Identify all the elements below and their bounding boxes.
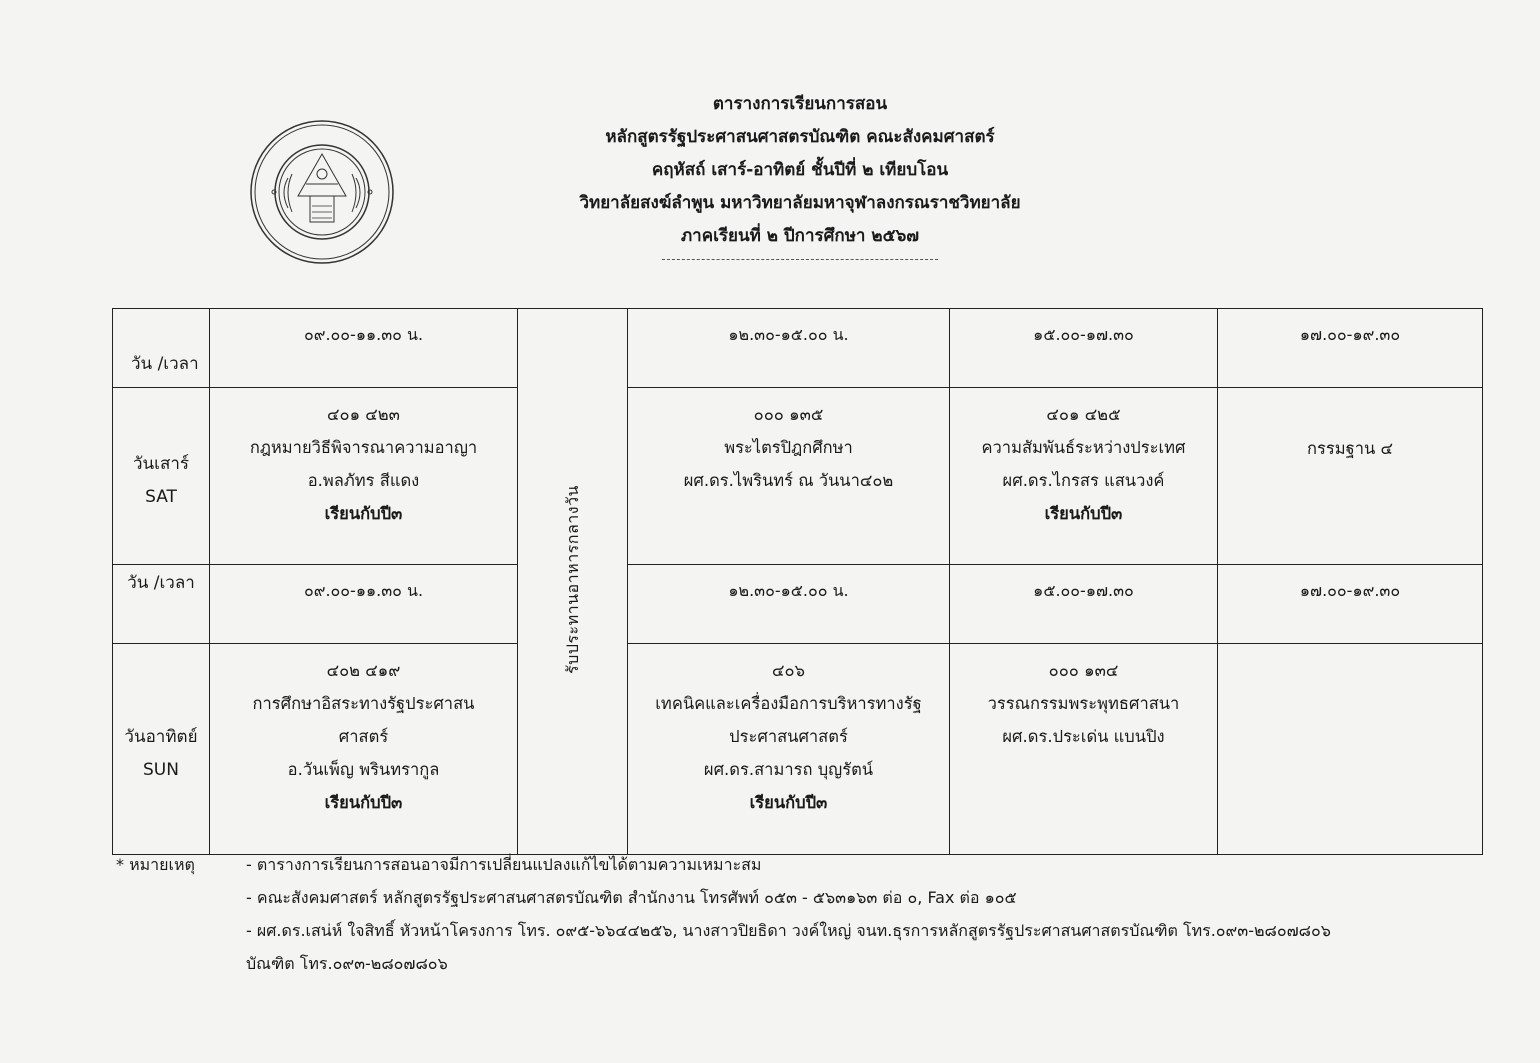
sat-class-2 — [628, 388, 950, 565]
instructor: อ.วันเพ็ญ พรินทรากูล — [287, 760, 440, 779]
sun-class-2 — [628, 644, 950, 855]
note-item: - คณะสังคมศาสตร์ หลักสูตรรัฐประศาสนศาสตรบัณฑิต สำนักงาน โทรศัพท์ ๐๕๓ - ๕๖๓๑๖๓ ต่อ ๐, Fax ต่อ ๑๐๕ — [246, 888, 1017, 907]
header-group: คฤหัสถ์ เสาร์-อาทิตย์ ชั้นปีที่ ๒ เทียบโอน — [651, 160, 949, 180]
header-college: วิทยาลัยสงฆ์ลำพูน มหาวิทยาลัยมหาจุฬาลงกรณราชวิทยาลัย — [579, 193, 1021, 213]
course-code: ๔๐๑ ๔๒๕ — [1046, 405, 1121, 424]
university-seal — [248, 118, 396, 266]
time-slot-4: ๑๗.๐๐-๑๙.๓๐ — [1218, 309, 1483, 388]
lunch-break-cell — [518, 309, 628, 855]
sun-class-1 — [210, 644, 518, 855]
time-slot-3: ๑๕.๐๐-๑๗.๓๐ — [950, 565, 1218, 644]
course-name: กฎหมายวิธีพิจารณาความอาญา — [249, 438, 478, 457]
instructor: อ.พลภัทร สีแดง — [307, 471, 420, 490]
header-program: หลักสูตรรัฐประศาสนศาสตรบัณฑิต คณะสังคมศาสตร์ — [605, 127, 995, 147]
notes-label: * หมายเหตุ — [116, 855, 195, 874]
sat-class-1 — [210, 388, 518, 565]
header-title: ตารางการเรียนการสอน — [712, 94, 888, 114]
document-header — [540, 88, 1060, 260]
sat-class-4 — [1218, 388, 1483, 565]
instructor: ผศ.ดร.ไพรินทร์ ณ วันนา๔๐๒ — [683, 471, 894, 490]
time-slot-2: ๑๒.๓๐-๑๕.๐๐ น. — [628, 309, 950, 388]
note-item-tail: บัณฑิต โทร.๐๙๓-๒๘๐๗๘๐๖ — [246, 954, 448, 973]
course-name-cont: ประศาสนศาสตร์ — [729, 727, 848, 746]
day-name-th: วันเสาร์ — [132, 454, 190, 474]
course-name: ความสัมพันธ์ระหว่างประเทศ — [981, 438, 1186, 457]
instructor: ผศ.ดร.ไกรสร แสนวงค์ — [1002, 471, 1165, 490]
saturday-day-cell — [113, 388, 210, 565]
header-semester: ภาคเรียนที่ ๒ ปีการศึกษา ๒๕๖๗ — [680, 226, 920, 246]
course-name: พระไตรปิฎกศึกษา — [724, 438, 853, 457]
sat-class-3 — [950, 388, 1218, 565]
note-item: - ตารางการเรียนการสอนอาจมีการเปลี่ยนแปลงแก้ไขได้ตามความเหมาะสม — [246, 855, 762, 874]
sun-time-row — [113, 565, 1483, 644]
course-name: เทคนิคและเครื่องมือการบริหารทางรัฐ — [655, 694, 922, 713]
day-name-en: SAT — [145, 487, 177, 507]
day-name-th: วันอาทิตย์ — [124, 727, 198, 747]
course-code: ๔๐๒ ๔๑๙ — [326, 661, 401, 680]
sunday-row — [113, 644, 1483, 855]
course-note: เรียนกับปี๓ — [749, 793, 828, 812]
course-code: ๔๐๑ ๔๒๓ — [327, 405, 400, 424]
course-name: กรรมฐาน ๔ — [1307, 439, 1393, 458]
instructor: ผศ.ดร.ประเด่น แบนปิง — [1002, 727, 1165, 746]
course-note: เรียนกับปี๓ — [324, 793, 403, 812]
sunday-day-cell — [113, 644, 210, 855]
sun-class-3 — [950, 644, 1218, 855]
course-name: การศึกษาอิสระทางรัฐประศาสน — [252, 694, 475, 713]
instructor: ผศ.ดร.สามารถ บุญรัตน์ — [703, 760, 874, 779]
lunch-break-label: รับประทานอาหารกลางวัน — [563, 485, 582, 674]
time-slot-2: ๑๒.๓๐-๑๕.๐๐ น. — [628, 565, 950, 644]
day-time-label: วัน /เวลา — [113, 565, 210, 644]
course-code: ๐๐๐ ๑๓๕ — [753, 405, 824, 424]
course-name: วรรณกรรมพระพุทธศาสนา — [987, 694, 1180, 713]
course-code: ๔๐๖ — [771, 661, 806, 680]
sat-time-row — [113, 309, 1483, 388]
note-item: - ผศ.ดร.เสน่ห์ ใจสิทธิ์ หัวหน้าโครงการ โทร. ๐๙๕-๖๖๔๔๒๕๖, นางสาวปิยธิดา วงค์ใหญ่ จนท.ธุรการหลักสูตรรัฐประศาสนศาสตรบัณฑิต โทร.๐๙๓-๒๘๐๗๘๐๖ — [246, 921, 1331, 940]
course-code: ๐๐๐ ๑๓๔ — [1048, 661, 1119, 680]
course-name-cont: ศาสตร์ — [338, 727, 389, 746]
time-slot-4: ๑๗.๐๐-๑๙.๓๐ — [1218, 565, 1483, 644]
time-slot-1: ๐๙.๐๐-๑๑.๓๐ น. — [210, 309, 518, 388]
day-time-label: วัน /เวลา — [113, 309, 210, 388]
time-slot-1: ๐๙.๐๐-๑๑.๓๐ น. — [210, 565, 518, 644]
notes-section — [116, 848, 1516, 980]
sun-class-4-empty — [1218, 644, 1483, 855]
saturday-row — [113, 388, 1483, 565]
time-slot-3: ๑๕.๐๐-๑๗.๓๐ — [950, 309, 1218, 388]
day-name-en: SUN — [143, 760, 179, 780]
header-divider — [662, 259, 938, 260]
course-note: เรียนกับปี๓ — [324, 504, 403, 523]
course-note: เรียนกับปี๓ — [1044, 504, 1123, 523]
schedule-table — [112, 308, 1483, 855]
